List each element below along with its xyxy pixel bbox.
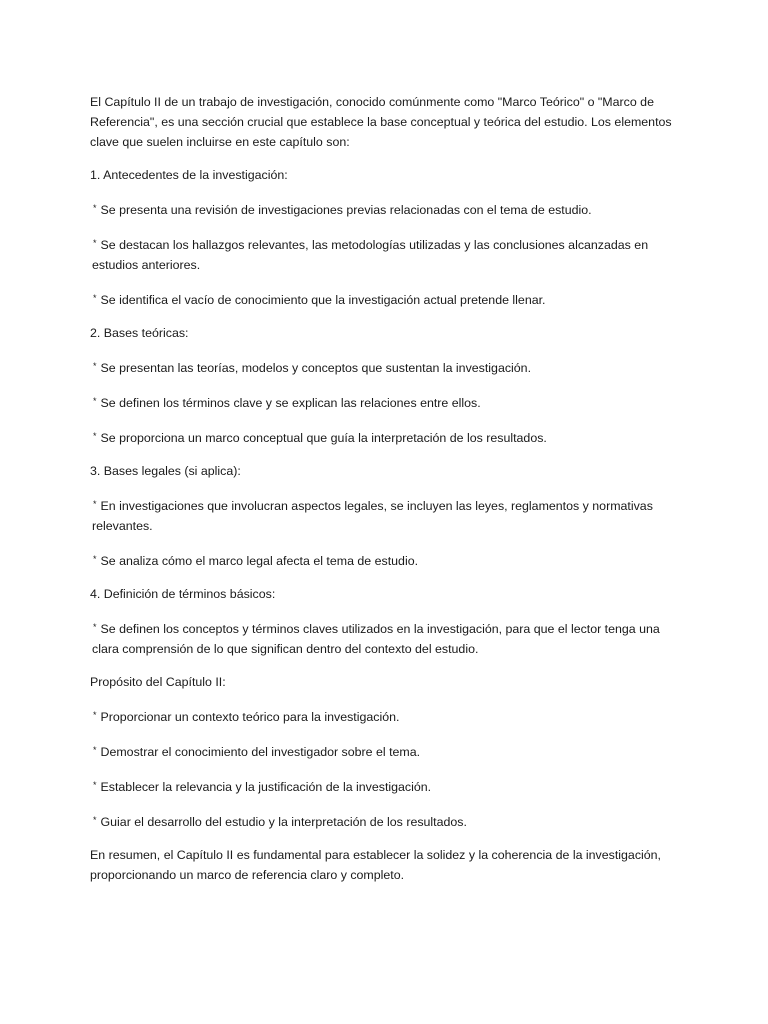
bullet-text: Se destacan los hallazgos relevantes, las metodologías utilizadas y las conclusiones alcanzadas en estudios anteriores.: [92, 238, 649, 272]
conclusion-paragraph: En resumen, el Capítulo II es fundamental para establecer la solidez y la coherencia de la investigación, proporcionando un marco de referencia claro y completo.: [90, 848, 661, 882]
bullet-text: Guiar el desarrollo del estudio y la interpretación de los resultados.: [100, 815, 467, 829]
bullet-mark: *: [93, 710, 97, 720]
section-heading: 1. Antecedentes de la investigación:: [90, 168, 288, 182]
bullet-text: Se definen los términos clave y se explican las relaciones entre ellos.: [100, 396, 481, 410]
bullet-text: Se analiza cómo el marco legal afecta el tema de estudio.: [100, 554, 419, 568]
section-heading: 3. Bases legales (si aplica):: [90, 464, 241, 478]
bullet-mark: *: [93, 431, 97, 441]
bullet-mark: *: [93, 361, 97, 371]
bullet-mark: *: [93, 780, 97, 790]
bullet-text: Se proporciona un marco conceptual que guía la interpretación de los resultados.: [100, 431, 547, 445]
bullet-item: [90, 740, 682, 762]
bullet-mark: *: [93, 815, 97, 825]
section-heading: Propósito del Capítulo II:: [90, 675, 226, 689]
bullet-item: [90, 705, 682, 727]
bullet-mark: *: [93, 622, 97, 632]
bullet-mark: *: [93, 203, 97, 213]
bullet-mark: *: [93, 554, 97, 564]
bullet-item: [90, 617, 682, 659]
bullet-mark: *: [93, 499, 97, 509]
bullet-item: [90, 288, 682, 310]
bullet-text: Establecer la relevancia y la justificación de la investigación.: [100, 780, 432, 794]
bullet-text: Proporcionar un contexto teórico para la investigación.: [100, 710, 400, 724]
bullet-mark: *: [93, 238, 97, 248]
bullet-text: En investigaciones que involucran aspectos legales, se incluyen las leyes, reglamentos y normativas relevantes.: [92, 499, 653, 533]
document-body: [90, 92, 682, 898]
bullet-text: Demostrar el conocimiento del investigador sobre el tema.: [100, 745, 421, 759]
bullet-mark: *: [93, 745, 97, 755]
bullet-text: Se presentan las teorías, modelos y conceptos que sustentan la investigación.: [100, 361, 532, 375]
bullet-item: [90, 426, 682, 448]
bullet-item: [90, 233, 682, 275]
section-heading: 4. Definición de términos básicos:: [90, 587, 276, 601]
bullet-text: Se definen los conceptos y términos claves utilizados en la investigación, para que el lector tenga una clara comprensión de lo que significan dentro del contexto del estudio.: [92, 622, 660, 656]
intro-paragraph: El Capítulo II de un trabajo de investigación, conocido comúnmente como "Marco Teórico" o "Marco de Referencia", es una sección crucial que establece la base conceptual y teórica del estudio. Los elementos clave que suelen incluirse en este capítulo son:: [90, 95, 672, 149]
bullet-item: [90, 810, 682, 832]
bullet-item: [90, 494, 682, 536]
bullet-item: [90, 391, 682, 413]
bullet-item: [90, 198, 682, 220]
bullet-text: Se identifica el vacío de conocimiento que la investigación actual pretende llenar.: [100, 293, 546, 307]
bullet-item: [90, 356, 682, 378]
section-heading: 2. Bases teóricas:: [90, 326, 189, 340]
bullet-item: [90, 549, 682, 571]
bullet-mark: *: [93, 293, 97, 303]
bullet-text: Se presenta una revisión de investigaciones previas relacionadas con el tema de estudio.: [100, 203, 592, 217]
bullet-item: [90, 775, 682, 797]
bullet-mark: *: [93, 396, 97, 406]
